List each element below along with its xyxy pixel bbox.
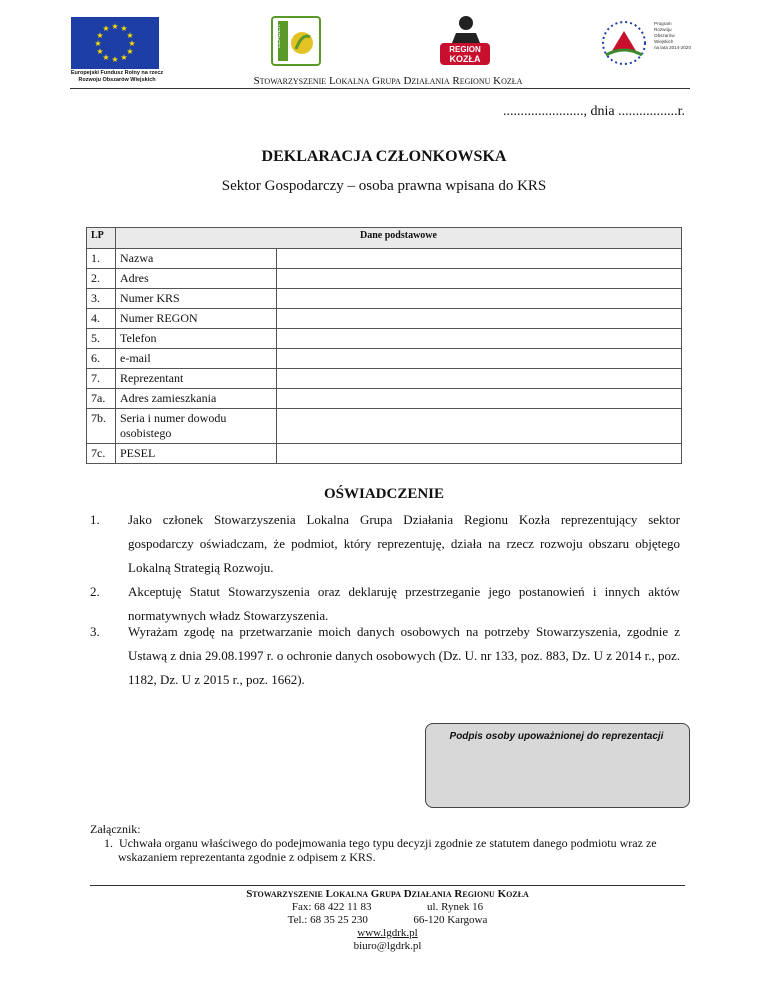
- krs-field[interactable]: [277, 289, 682, 309]
- footer-www-link[interactable]: www.lgdrk.pl: [357, 927, 418, 939]
- table-row: [87, 269, 682, 289]
- table-row: [87, 369, 682, 389]
- row-label: Adres zamieszkania: [116, 389, 277, 409]
- telefon-field[interactable]: [277, 329, 682, 349]
- svg-text:★: ★: [102, 24, 110, 33]
- email-field[interactable]: [277, 349, 682, 369]
- table-row: [87, 329, 682, 349]
- leader-text: LEADER: [276, 24, 282, 49]
- prow-text-line: na lata 2014-2020: [654, 45, 692, 50]
- svg-text:★: ★: [120, 24, 128, 33]
- row-lp: 3.: [87, 289, 116, 309]
- eu-caption-line2: Rozwoju Obszarów Wiejskich: [78, 77, 156, 83]
- row-label: PESEL: [116, 444, 277, 464]
- row-label: e-mail: [116, 349, 277, 369]
- footer-org: Stowarzyszenie Lokalna Grupa Działania Regionu Kozła: [246, 888, 529, 900]
- header-divider: [70, 88, 690, 89]
- row-lp: 7.: [87, 369, 116, 389]
- table-row: [87, 309, 682, 329]
- attachment-heading: Załącznik:: [90, 822, 141, 836]
- footer-email: biuro@lgdrk.pl: [353, 940, 422, 952]
- table-row: [87, 349, 682, 369]
- row-lp: 7a.: [87, 389, 116, 409]
- svg-text:★: ★: [128, 39, 136, 48]
- footer-line-2: [90, 914, 685, 927]
- attachment-item: 1. Uchwała organu właściwego do podejmowania tego typu decyzji zgodnie ze statutem danego podmiotu wraz ze wskazaniem reprezentanta zgodnie z odpisem z KRS.: [104, 836, 657, 864]
- row-label: Adres: [116, 269, 277, 289]
- pesel-field[interactable]: [277, 444, 682, 464]
- row-lp: 7b.: [87, 409, 116, 444]
- statement-number: 1.: [90, 512, 100, 527]
- prow-text-line: Rozwoju: [654, 27, 672, 32]
- svg-text:★: ★: [96, 47, 104, 56]
- statement-item: [90, 620, 680, 692]
- row-lp: 2.: [87, 269, 116, 289]
- footer-street: ul. Rynek 16: [427, 901, 484, 913]
- svg-text:★: ★: [102, 53, 110, 62]
- svg-text:★: ★: [120, 53, 128, 62]
- date-line: ......................., dnia .................r.: [503, 104, 685, 119]
- leader-logo: [270, 15, 322, 67]
- row-lp: 1.: [87, 249, 116, 269]
- svg-text:★: ★: [126, 31, 134, 40]
- row-lp: 7c.: [87, 444, 116, 464]
- footer-line-1: [90, 901, 685, 914]
- oswiadczenie-title: OŚWIADCZENIE: [323, 486, 445, 502]
- footer-tel: Tel.: 68 35 25 230: [287, 914, 368, 926]
- regon-field[interactable]: [277, 309, 682, 329]
- eu-stars-icon: [71, 17, 159, 69]
- eu-caption-line1: Europejski Fundusz Rolny na rzecz: [70, 70, 164, 76]
- col-lp-header: LP: [87, 228, 116, 249]
- table-row: [87, 289, 682, 309]
- statement-text: Jako członek Stowarzyszenia Lokalna Grupa Działania Regionu Kozła reprezentujący sektor gospodarczy oświadczam, że podmiot, który reprezentuję, działa na rzecz rozwoju obszaru objętego Lokalną Strategią Rozwoju.: [128, 512, 680, 575]
- footer: [90, 888, 685, 953]
- svg-text:★: ★: [111, 55, 119, 64]
- eu-caption: [62, 70, 172, 84]
- data-table: [86, 227, 682, 464]
- table-row: [87, 444, 682, 464]
- region-kozla-logo: [432, 13, 498, 69]
- footer-fax: Fax: 68 422 11 83: [291, 901, 372, 913]
- row-label: Numer KRS: [116, 289, 277, 309]
- page-subtitle: Sektor Gospodarczy – osoba prawna wpisana do KRS: [221, 178, 547, 194]
- svg-text:★: ★: [94, 39, 102, 48]
- statement-number: 2.: [90, 584, 100, 599]
- statement-text: Akceptuję Statut Stowarzyszenia oraz deklaruję przestrzeganie jego postanowień i innych aktów normatywnych władz Stowarzyszenia.: [128, 584, 680, 623]
- page-title: DEKLARACJA CZŁONKOWSKA: [261, 148, 507, 165]
- row-lp: 5.: [87, 329, 116, 349]
- statement-number: 3.: [90, 624, 100, 639]
- col-main-header: Dane podstawowe: [116, 228, 682, 249]
- region-logo-text-2: KOZŁA: [449, 54, 481, 64]
- prow-text-line: Wiejskich: [654, 39, 674, 44]
- svg-text:★: ★: [126, 47, 134, 56]
- table-header-row: [87, 228, 682, 249]
- row-lp: 6.: [87, 349, 116, 369]
- prow-text-line: Obszarów: [654, 33, 675, 38]
- eu-flag-logo: [71, 17, 159, 69]
- row-label: Seria i numer dowodu osobistego: [116, 409, 277, 444]
- row-lp: 4.: [87, 309, 116, 329]
- footer-divider: [90, 885, 685, 886]
- row-label: Nazwa: [116, 249, 277, 269]
- svg-text:★: ★: [96, 31, 104, 40]
- region-logo-text-1: REGION: [449, 45, 481, 54]
- row-label: Reprezentant: [116, 369, 277, 389]
- reprezentant-field[interactable]: [277, 369, 682, 389]
- adres-zamieszkania-field[interactable]: [277, 389, 682, 409]
- footer-city: 66-120 Kargowa: [413, 914, 488, 926]
- prow-logo: [598, 15, 693, 67]
- header-org-name: Stowarzyszenie Lokalna Grupa Działania Regionu Kozła: [253, 75, 523, 87]
- table-row: [87, 249, 682, 269]
- prow-text-line: Program: [654, 21, 672, 26]
- signature-label: Podpis osoby upoważnionej do reprezentacji: [449, 731, 664, 742]
- table-row: [87, 409, 682, 444]
- statement-text: Wyrażam zgodę na przetwarzanie moich danych osobowych na potrzeby Stowarzyszenia, zgodnie z Ustawą z dnia 29.08.1997 r. o ochronie danych osobowych (Dz. U. nr 133, poz. 883, Dz. U z 2014 r., poz. 1182, Dz. U z 2015 r., poz. 1662).: [128, 624, 680, 687]
- attachment-section: [90, 822, 685, 864]
- row-label: Telefon: [116, 329, 277, 349]
- table-row: [87, 389, 682, 409]
- statement-item: [90, 508, 680, 580]
- svg-text:★: ★: [111, 22, 119, 31]
- row-label: Numer REGON: [116, 309, 277, 329]
- dowod-field[interactable]: [277, 409, 682, 444]
- adres-field[interactable]: [277, 269, 682, 289]
- nazwa-field[interactable]: [277, 249, 682, 269]
